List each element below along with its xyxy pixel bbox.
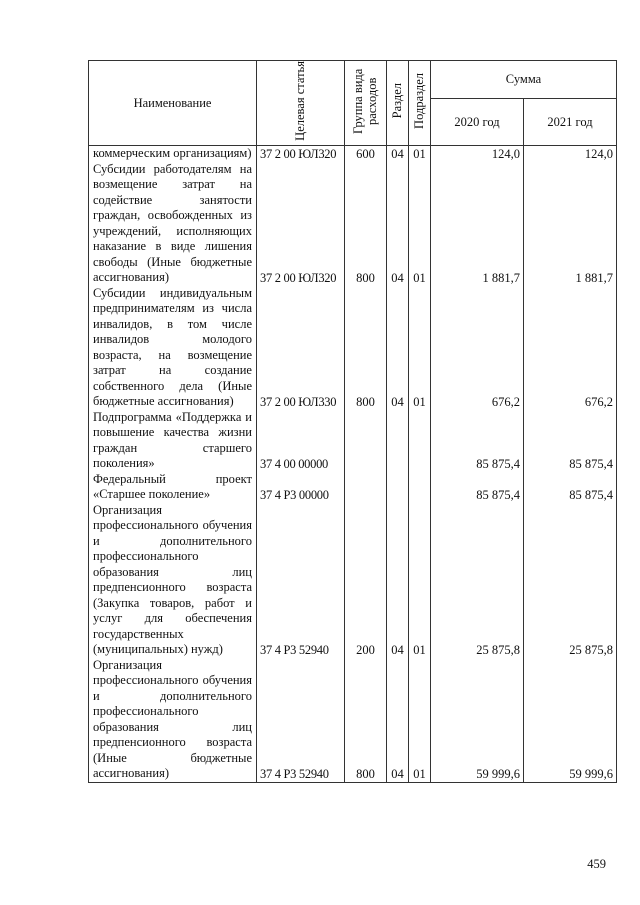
row-amount-2020: 59 999,6 <box>431 658 524 783</box>
row-target-code: 37 4 P3 52940 <box>257 658 345 783</box>
row-subsection <box>409 410 431 472</box>
row-amount-2020: 85 875,4 <box>431 472 524 503</box>
row-subsection: 01 <box>409 162 431 286</box>
row-subsection: 01 <box>409 146 431 162</box>
row-target-code: 37 2 00 ЮЛ320 <box>257 146 345 162</box>
row-amount-2020: 25 875,8 <box>431 503 524 658</box>
row-amount-2020: 1 881,7 <box>431 162 524 286</box>
row-target-code: 37 2 00 ЮЛ320 <box>257 162 345 286</box>
row-amount-2020: 124,0 <box>431 146 524 162</box>
row-target-code: 37 4 00 00000 <box>257 410 345 472</box>
row-subsection <box>409 472 431 503</box>
row-group <box>345 472 387 503</box>
header-year-2021: 2021 год <box>524 99 617 146</box>
table-row <box>89 503 617 658</box>
table-row <box>89 472 617 503</box>
row-subsection: 01 <box>409 286 431 410</box>
header-section <box>387 61 409 146</box>
row-amount-2020: 85 875,4 <box>431 410 524 472</box>
row-name: Субсидии индивидуальным предпринимателям из числа инвалидов, в том числе инвалидов молодого возраста, на возмещение затрат на создание собственного дела (Иные бюджетные ассигнования) <box>89 286 257 410</box>
row-name: Организация профессионального обучения и дополнительного профессионального образования лиц предпенсионного возраста (Иные бюджетные ассигнования) <box>89 658 257 783</box>
row-name: Подпрограмма «Поддержка и повышение качества жизни граждан старшего поколения» <box>89 410 257 472</box>
header-year-2020: 2020 год <box>431 99 524 146</box>
row-subsection: 01 <box>409 503 431 658</box>
table-body <box>89 146 617 783</box>
row-name: коммерческим организациям) <box>89 146 257 162</box>
row-group: 800 <box>345 162 387 286</box>
page-number: 459 <box>587 857 606 871</box>
row-section: 04 <box>387 286 409 410</box>
table-row <box>89 410 617 472</box>
header-group <box>345 61 387 146</box>
table-row <box>89 146 617 162</box>
row-name: Организация профессионального обучения и дополнительного профессионального образования лиц предпенсионного возраста (Закупка товаров, работ и услуг для обеспечения государственных (муниципальных) нужд) <box>89 503 257 658</box>
header-sum: Сумма <box>431 61 617 99</box>
row-amount-2021: 59 999,6 <box>524 658 617 783</box>
row-group: 800 <box>345 658 387 783</box>
row-amount-2021: 124,0 <box>524 146 617 162</box>
header-group-label: Группа вида расходов <box>350 68 379 134</box>
row-group: 800 <box>345 286 387 410</box>
header-section-label: Раздел <box>389 83 404 119</box>
row-amount-2021: 85 875,4 <box>524 472 617 503</box>
row-group: 200 <box>345 503 387 658</box>
table-row <box>89 658 617 783</box>
row-amount-2021: 85 875,4 <box>524 410 617 472</box>
budget-table <box>88 60 617 783</box>
row-group: 600 <box>345 146 387 162</box>
table-row <box>89 162 617 286</box>
row-amount-2021: 1 881,7 <box>524 162 617 286</box>
row-target-code: 37 4 P3 52940 <box>257 503 345 658</box>
row-section: 04 <box>387 162 409 286</box>
row-subsection: 01 <box>409 658 431 783</box>
row-section: 04 <box>387 146 409 162</box>
header-target <box>257 61 345 146</box>
table-header <box>89 61 617 146</box>
row-amount-2021: 25 875,8 <box>524 503 617 658</box>
row-amount-2020: 676,2 <box>431 286 524 410</box>
row-section <box>387 472 409 503</box>
header-target-label: Целевая статья <box>292 61 307 141</box>
row-section <box>387 410 409 472</box>
header-name: Наименование <box>89 61 257 146</box>
header-subsection-label: Подраздел <box>411 73 426 129</box>
table-row <box>89 286 617 410</box>
row-name: Федеральный проект «Старшее поколение» <box>89 472 257 503</box>
row-section: 04 <box>387 658 409 783</box>
row-name: Субсидии работодателям на возмещение затрат на содействие занятости граждан, освобожденных из учреждений, исполняющих наказание в виде лишения свободы (Иные бюджетные ассигнования) <box>89 162 257 286</box>
row-amount-2021: 676,2 <box>524 286 617 410</box>
row-target-code: 37 2 00 ЮЛ330 <box>257 286 345 410</box>
row-target-code: 37 4 P3 00000 <box>257 472 345 503</box>
header-subsection <box>409 61 431 146</box>
row-section: 04 <box>387 503 409 658</box>
row-group <box>345 410 387 472</box>
